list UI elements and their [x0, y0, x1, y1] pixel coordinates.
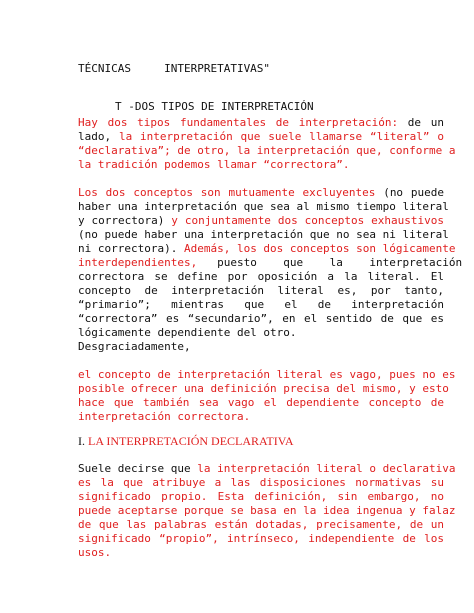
p3-line-3: hace que también sea vago el dependiente concepto de [78, 396, 444, 409]
p2-line-5: ni correctora). Además, los dos conceptos son lógicamente [78, 242, 456, 255]
p2-line-3: y correctora) y conjuntamente dos conceptos exhaustivos [78, 214, 444, 227]
p1-line-4: la tradición podemos llamar “correctora”. [78, 158, 350, 171]
p3-line-4: interpretación correctora. [78, 410, 251, 423]
p4-line-3: significado propio. Esta definición, sin embargo, no [78, 490, 444, 503]
p2-line-9: “primario”; mientras que el de interpretación [78, 298, 444, 311]
p3-line-1: el concepto de interpretación literal es vago, pues no es [78, 368, 456, 381]
p4-line-6: significado “propio”, intrínseco, independiente de los [78, 532, 444, 545]
p2-line-10: “correctora” es “secundario”, en el sentido de que es [78, 312, 444, 325]
p4-line-1: Suele decirse que la interpretación literal o declarativa [78, 462, 456, 475]
p4-line-4: puede aceptarse porque se basa en la idea ingenua y falaz [78, 504, 456, 517]
p2-line-8: concepto de interpretación literal es, por tanto, [78, 284, 444, 297]
p2-line-2: haber una interpretación que sea al mismo tiempo literal [78, 200, 449, 213]
p2-line-7: correctora se define por oposición a la literal. El [78, 270, 444, 283]
p1-line-2: lado, la interpretación que suele llamarse “literal” o [78, 130, 444, 143]
p4-line-2: es la que atribuye a las disposiciones normativas su [78, 476, 444, 489]
p3-line-2: posible ofrecer una definición precisa del mismo, y esto [78, 382, 449, 395]
p4-line-7: usos. [78, 546, 112, 559]
document-title: TÉCNICAS INTERPRETATIVAS" [78, 62, 271, 75]
p2-line-6: interdependientes, puesto que la interpretación [78, 256, 463, 269]
p4-line-5: de que las palabras están dotadas, precisamente, de un [78, 518, 444, 531]
p2-line-12: Desgraciadamente, [78, 340, 191, 353]
section-heading-declarativa: I. LA INTERPRETACIÓN DECLARATIVA [78, 434, 294, 448]
p1-line-3: “declarativa”; de otro, la interpretación que, conforme a [78, 144, 456, 157]
p1-line-1: Hay dos tipos fundamentales de interpretación: de un [78, 116, 444, 129]
p2-line-4: (no puede haber una interpretación que no sea ni literal [78, 228, 449, 241]
p2-line-1: Los dos conceptos son mutuamente excluyentes (no puede [78, 186, 444, 199]
p2-line-11: lógicamente dependiente del otro. [78, 326, 297, 339]
section-heading-tipos: T -DOS TIPOS DE INTERPRETACIÓN [115, 100, 314, 113]
